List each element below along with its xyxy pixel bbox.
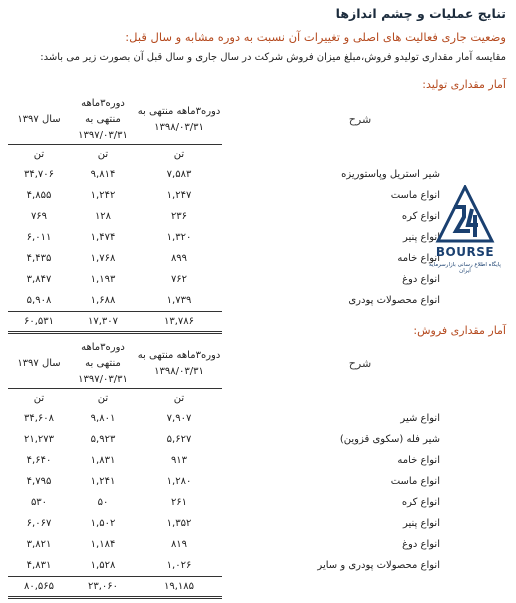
total-prev: ۱۷,۳۰۷ <box>70 312 136 333</box>
total-current: ۱۹,۱۸۵ <box>136 577 222 598</box>
cell-prev: ۱,۸۳۱ <box>90 455 116 466</box>
unit-cell: تن <box>173 393 185 404</box>
cell-year: ۴,۷۹۵ <box>26 476 52 487</box>
cell-prev: ۱,۱۸۴ <box>90 539 116 550</box>
cell-current: ۱,۳۲۰ <box>166 232 192 243</box>
col-prev-line1: دوره۳ماهه منتهی به <box>81 342 125 369</box>
total-year: ۸۰,۵۶۵ <box>8 577 70 598</box>
unit-cell: تن <box>97 393 109 404</box>
col-prev-line2: ۱۳۹۷/۰۳/۳۱ <box>78 130 128 141</box>
section-subtitle: وضعیت جاری فعالیت های اصلی و تغییرات آن نسبت به دوره مشابه و سال قبل: <box>125 30 506 44</box>
col-prev-line2: ۱۳۹۷/۰۳/۳۱ <box>78 374 128 385</box>
cell-year: ۲۱,۲۷۳ <box>23 434 55 445</box>
col-prev-header <box>70 340 136 389</box>
cell-current: ۷۶۲ <box>170 274 188 285</box>
row-label: انواع محصولات پودری و سایر <box>317 560 440 572</box>
col-current-header <box>136 96 222 145</box>
cell-year: ۷۶۹ <box>30 211 48 222</box>
cell-current: ۲۳۶ <box>170 211 188 222</box>
table-row <box>8 248 498 269</box>
total-current: ۱۳,۷۸۶ <box>136 312 222 333</box>
table-row <box>8 227 498 248</box>
row-label: انواع کره <box>401 211 440 222</box>
row-label: انواع دوغ <box>402 539 440 550</box>
row-label: انواع محصولات پودری <box>348 295 440 307</box>
table-header-row <box>8 340 498 389</box>
col-current-line1: دوره۳ماهه منتهی به <box>137 350 221 361</box>
cell-prev: ۹,۸۰۱ <box>90 413 116 424</box>
col-current-line1: دوره۳ماهه منتهی به <box>137 106 221 117</box>
cell-current: ۸۱۹ <box>170 539 188 550</box>
cell-year: ۳۴,۶۰۸ <box>23 413 55 424</box>
cell-year: ۳,۸۴۷ <box>26 274 52 285</box>
cell-current: ۱,۰۲۶ <box>166 560 192 571</box>
col-current-header <box>136 340 222 389</box>
cell-year: ۳۴,۷۰۶ <box>23 169 55 180</box>
table-row <box>8 534 498 555</box>
cell-prev: ۱,۲۴۲ <box>90 190 116 201</box>
cell-year: ۵۳۰ <box>30 497 48 508</box>
units-row <box>8 145 498 165</box>
logo-subtitle: پایگاه اطلاع رسانی بازارسرمایه ایران <box>429 262 501 274</box>
table-row <box>8 492 498 513</box>
cell-year: ۳,۸۲۱ <box>26 539 52 550</box>
col-desc-header: شرح <box>348 113 372 127</box>
cell-prev: ۱,۲۴۱ <box>90 476 116 487</box>
cell-prev: ۵۰ <box>97 497 109 508</box>
cell-prev: ۱,۶۸۸ <box>90 295 116 306</box>
cell-prev: ۵,۹۲۳ <box>90 434 116 445</box>
cell-prev: ۱,۴۷۴ <box>90 232 116 243</box>
cell-current: ۷,۵۸۳ <box>166 169 192 180</box>
cell-current: ۱,۷۳۹ <box>166 295 192 306</box>
production-table <box>8 96 498 334</box>
cell-current: ۱,۲۴۷ <box>166 190 192 201</box>
col-current-line2: ۱۳۹۸/۰۳/۳۱ <box>154 366 204 377</box>
description-text: مقایسه آمار مقداری تولیدو فروش،مبلغ میزان فروش شرکت در سال جاری و سال قبل آن بصورت زیر می باشد: <box>40 52 506 63</box>
table-row <box>8 164 498 185</box>
col-year-header: سال ۱۳۹۷ <box>8 96 70 145</box>
col-prev-line1: دوره۳ماهه منتهی به <box>81 98 125 125</box>
table-row <box>8 206 498 227</box>
total-year: ۶۰,۵۳۱ <box>8 312 70 333</box>
row-label: انواع خامه <box>397 455 440 466</box>
unit-cell: تن <box>173 149 185 160</box>
col-prev-header <box>70 96 136 145</box>
row-label: انواع پنیر <box>403 232 440 243</box>
cell-prev: ۱,۷۶۸ <box>90 253 116 264</box>
row-label: انواع دوغ <box>402 274 440 285</box>
sales-table <box>8 340 498 599</box>
cell-current: ۲۶۱ <box>170 497 188 508</box>
table-row <box>8 471 498 492</box>
cell-year: ۴,۸۳۱ <box>26 560 52 571</box>
cell-current: ۸۹۹ <box>170 253 188 264</box>
production-heading: آمار مقداری تولید: <box>422 78 506 91</box>
row-label: انواع شیر <box>400 413 440 424</box>
table-row <box>8 408 498 429</box>
cell-current: ۱,۲۸۰ <box>166 476 192 487</box>
logo-wordmark: BOURSE <box>435 245 495 259</box>
row-label: انواع ماست <box>390 476 440 487</box>
unit-cell: تن <box>33 149 45 160</box>
cell-prev: ۹,۸۱۴ <box>90 169 116 180</box>
table-row <box>8 269 498 290</box>
col-year-header: سال ۱۳۹۷ <box>8 340 70 389</box>
row-label: شیر فله (سکوی قزوین) <box>339 434 440 445</box>
cell-year: ۶,۰۶۷ <box>26 518 52 529</box>
table-row <box>8 185 498 206</box>
table-row <box>8 555 498 577</box>
row-label: انواع ماست <box>390 190 440 201</box>
row-label: شیر استریل وپاستوریزه <box>341 169 440 180</box>
cell-current: ۹۱۳ <box>170 455 188 466</box>
units-row <box>8 389 498 409</box>
cell-year: ۶,۰۱۱ <box>26 232 52 243</box>
total-prev: ۲۳,۰۶۰ <box>70 577 136 598</box>
cell-prev: ۱۲۸ <box>94 211 112 222</box>
col-desc-header: شرح <box>348 357 372 371</box>
cell-prev: ۱,۵۲۸ <box>90 560 116 571</box>
table-row <box>8 429 498 450</box>
cell-current: ۵,۶۲۷ <box>166 434 192 445</box>
unit-cell: تن <box>97 149 109 160</box>
cell-year: ۵,۹۰۸ <box>26 295 52 306</box>
total-row <box>8 577 498 598</box>
row-label: انواع پنیر <box>403 518 440 529</box>
page-title: تنایج عملیات و چشم اندازها <box>335 6 506 21</box>
col-current-line2: ۱۳۹۸/۰۳/۳۱ <box>154 122 204 133</box>
unit-cell: تن <box>33 393 45 404</box>
table-row <box>8 513 498 534</box>
cell-current: ۷,۹۰۷ <box>166 413 192 424</box>
cell-year: ۴,۸۵۵ <box>26 190 52 201</box>
row-label: انواع کره <box>401 497 440 508</box>
cell-year: ۴,۴۳۵ <box>26 253 52 264</box>
cell-year: ۴,۶۴۰ <box>26 455 52 466</box>
cell-prev: ۱,۱۹۳ <box>90 274 116 285</box>
table-row <box>8 290 498 312</box>
cell-current: ۱,۳۵۲ <box>166 518 192 529</box>
table-row <box>8 450 498 471</box>
sales-heading: آمار مقداری فروش: <box>413 324 506 337</box>
row-label: انواع خامه <box>397 253 440 264</box>
table-header-row <box>8 96 498 145</box>
cell-prev: ۱,۵۰۲ <box>90 518 116 529</box>
